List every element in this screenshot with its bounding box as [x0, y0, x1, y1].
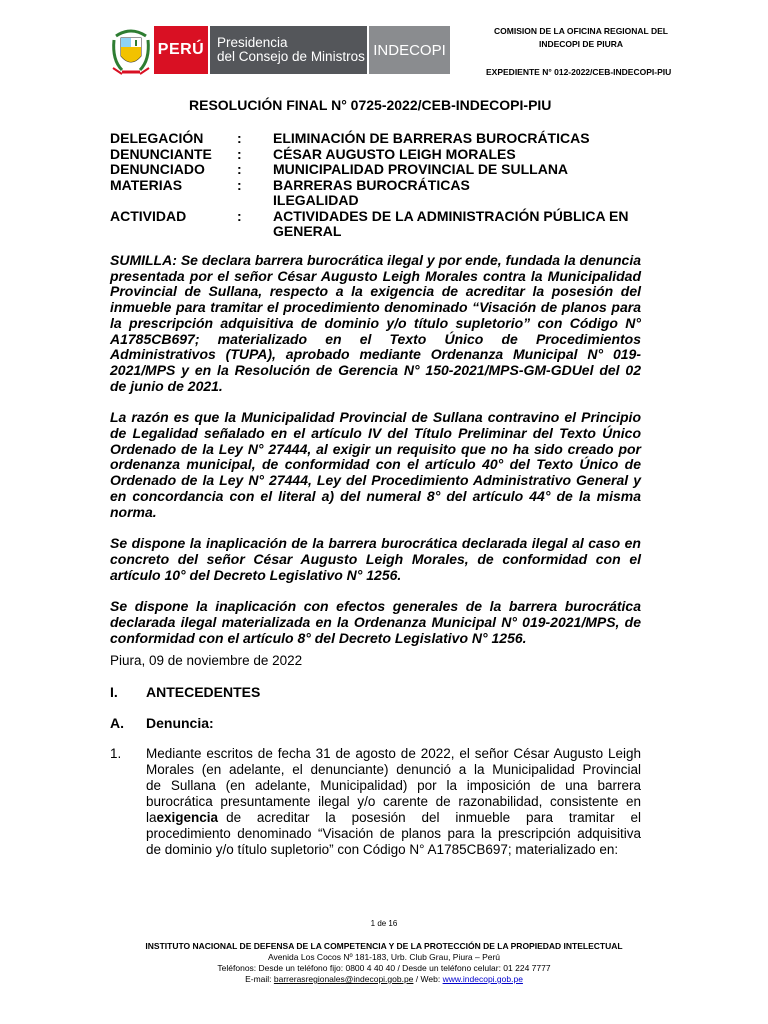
footer-email-label: E-mail:: [245, 974, 272, 984]
commission-line1: COMISION DE LA OFICINA REGIONAL DEL: [494, 26, 668, 36]
summary-line: en concordancia con el literal a) del numeral 8° del artículo 44° de la misma: [110, 487, 641, 504]
paragraph-fragment: de acreditar la posesión del inmueble para tramitar el: [226, 810, 641, 825]
meta-colon: :: [237, 130, 242, 146]
footer-email-link[interactable]: barrerasregionales@indecopi.gob.pe: [273, 974, 414, 984]
pcm-logo: [210, 26, 367, 74]
case-metadata: [110, 131, 650, 240]
footer-contact: [0, 974, 768, 985]
footer-organization: INSTITUTO NACIONAL DE DEFENSA DE LA COMPETENCIA Y DE LA PROTECCIÓN DE LA PROPIEDAD INTELECTUAL: [145, 941, 623, 951]
place-date: Piura, 09 de noviembre de 2022: [110, 653, 303, 668]
footer-web-link[interactable]: www.indecopi.gob.pe: [442, 974, 523, 984]
section-denuncia: [110, 715, 214, 731]
meta-value-line: ACTIVIDADES DE LA ADMINISTRACIÓN PÚBLICA EN: [273, 207, 629, 224]
meta-value-line: CÉSAR AUGUSTO LEIGH MORALES: [273, 145, 516, 162]
paragraph-line: procedimiento denominado “Visación de planos para la prescripción adquisitiva: [146, 826, 641, 841]
summary-line: 2021/MPS y en la Resolución de Gerencia N° 150-2021/MPS-GM-GDUel del 02: [110, 361, 641, 378]
footer-address: Avenida Los Cocos Nº 181-183, Urb. Club Grau, Piura – Perú: [267, 952, 501, 962]
summary-line: conformidad con el artículo 8° del Decreto Legislativo N° 1256.: [110, 629, 527, 646]
meta-value-line: MUNICIPALIDAD PROVINCIAL DE SULLANA: [273, 161, 569, 177]
peru-coat-of-arms-icon: [108, 26, 154, 78]
meta-colon: :: [237, 161, 242, 177]
peru-logo: [154, 26, 208, 74]
section-number: A.: [110, 715, 124, 731]
paragraph-body: [146, 746, 641, 858]
peru-logo-label: PERÚ: [157, 41, 205, 58]
summary-block: [110, 253, 641, 662]
summary-line: norma.: [110, 503, 157, 520]
summary-paragraph: [110, 599, 641, 646]
summary-line: inmueble para tramitar el procedimiento denominado “Visación de planos para: [110, 299, 641, 316]
meta-value-line: GENERAL: [273, 223, 342, 239]
resolution-title: RESOLUCIÓN FINAL N° 0725-2022/CEB-INDECOPI-PIU: [189, 97, 552, 113]
meta-key: DENUNCIANTE: [110, 145, 212, 162]
paragraph-line: Morales (en adelante, el denunciante) denunció a la Municipalidad Provincial: [146, 762, 641, 777]
section-antecedentes: [110, 684, 260, 700]
summary-line: Provincial de Sullana, respecto a la exigencia de acreditar la posesión del: [110, 283, 641, 300]
meta-key: DENUNCIADO: [110, 161, 205, 177]
meta-key: MATERIAS: [110, 176, 183, 193]
meta-value: [273, 147, 650, 163]
meta-row-denunciante: [110, 147, 650, 163]
page-number: 1 de 16: [370, 919, 398, 928]
summary-line: concreto del señor César Augusto Leigh Morales, de conformidad con el: [110, 550, 641, 567]
summary-label: SUMILLA:: [110, 252, 177, 268]
paragraph-line-mixed: [146, 810, 641, 826]
summary-line: declarada ilegal materializada en la Ordenanza Municipal N° 019-2021/MPS, de: [110, 614, 641, 631]
numbered-paragraph: [110, 746, 641, 858]
meta-value: [273, 178, 650, 209]
summary-line: ordenanza municipal, de conformidad con el artículo 40° del Texto Único de: [110, 456, 641, 473]
meta-colon: :: [237, 207, 242, 224]
indecopi-logo: [369, 26, 450, 74]
summary-line: de Legalidad señalado en el artículo IV del Título Preliminar del Texto Único: [110, 425, 641, 442]
paragraph-line: de dominio y/o título supletorio” con Código N° A1785CB697; materializado en:: [146, 842, 619, 857]
meta-row-delegacion: [110, 131, 650, 147]
meta-colon: :: [237, 176, 242, 193]
meta-value: [273, 209, 650, 240]
summary-line: SUMILLA: Se declara barrera burocrática ilegal y por ende, fundada la denuncia: [110, 252, 641, 268]
summary-paragraph: [110, 536, 641, 583]
summary-line: Ordenado de la Ley N° 27444, Ley del Procedimiento Administrativo General y: [110, 472, 641, 489]
meta-value-line: ILEGALIDAD: [273, 192, 359, 208]
expediente-number: EXPEDIENTE N° 012-2022/CEB-INDECOPI-PIU: [486, 67, 672, 77]
meta-value: [273, 162, 650, 178]
summary-line: Ordenado de la Ley N° 27444, al exigir un requisito que no ha sido creado por: [110, 440, 641, 457]
summary-paragraph: [110, 410, 641, 520]
paragraph-line: de Sullana (en adelante, Municipalidad) por la imposición de una barrera: [146, 778, 641, 793]
summary-line: de junio de 2021.: [110, 377, 223, 394]
footer-phones: Teléfonos: Desde un teléfono fijo: 0800 4 40 40 / Desde un teléfono celular: 01 224 7777: [217, 963, 551, 973]
page-footer: [0, 941, 768, 985]
section-heading: Denuncia:: [146, 715, 214, 731]
summary-line: Se dispone la inaplicación de la barrera burocrática declarada ilegal al caso en: [110, 535, 641, 552]
summary-line: Se dispone la inaplicación con efectos generales de la barrera burocrática: [110, 598, 641, 615]
paragraph-number: 1.: [110, 746, 122, 761]
paragraph-fragment: la: [146, 810, 157, 825]
pcm-line1: Presidencia: [217, 35, 288, 50]
meta-key: ACTIVIDAD: [110, 207, 187, 224]
section-heading: ANTECEDENTES: [146, 684, 261, 700]
paragraph-line: burocrática presuntamente ilegal y/o carente de razonabilidad, consistente en: [146, 794, 641, 809]
summary-paragraph: [110, 253, 641, 394]
meta-row-actividad: [110, 209, 650, 240]
meta-row-materias: [110, 178, 650, 209]
meta-value-line: BARRERAS BUROCRÁTICAS: [273, 176, 470, 193]
summary-line: A1785CB697; materializado en el Texto Único de Procedimientos: [110, 330, 641, 347]
paragraph-emphasis: exigencia: [156, 810, 219, 825]
summary-line: la prescripción adquisitiva de dominio y/o título supletorio” con Código N°: [110, 314, 641, 331]
meta-colon: :: [237, 145, 242, 162]
meta-key: DELEGACIÓN: [110, 130, 204, 146]
summary-line: artículo 10° del Decreto Legislativo N° 1256.: [110, 566, 402, 583]
indecopi-logo-label: INDECOPI: [373, 41, 446, 59]
commission-line2: INDECOPI DE PIURA: [538, 38, 624, 49]
pcm-line2: del Consejo de Ministros: [217, 49, 365, 64]
footer-web-label: / Web:: [415, 974, 441, 984]
summary-line: La razón es que la Municipalidad Provincial de Sullana contravino el Principio: [110, 409, 641, 426]
commission-name: [476, 25, 686, 50]
summary-line: Administrativos (TUPA), aprobado mediante Ordenanza Municipal N° 019-: [110, 346, 641, 363]
meta-row-denunciado: [110, 162, 650, 178]
section-number: I.: [110, 684, 118, 700]
meta-value-line: ELIMINACIÓN DE BARRERAS BUROCRÁTICAS: [273, 130, 590, 146]
summary-line: presentada por el señor César Augusto Leigh Morales contra la Municipalidad: [110, 267, 641, 284]
paragraph-line: Mediante escritos de fecha 31 de agosto de 2022, el señor César Augusto Leigh: [146, 746, 641, 761]
meta-value: [273, 131, 650, 147]
